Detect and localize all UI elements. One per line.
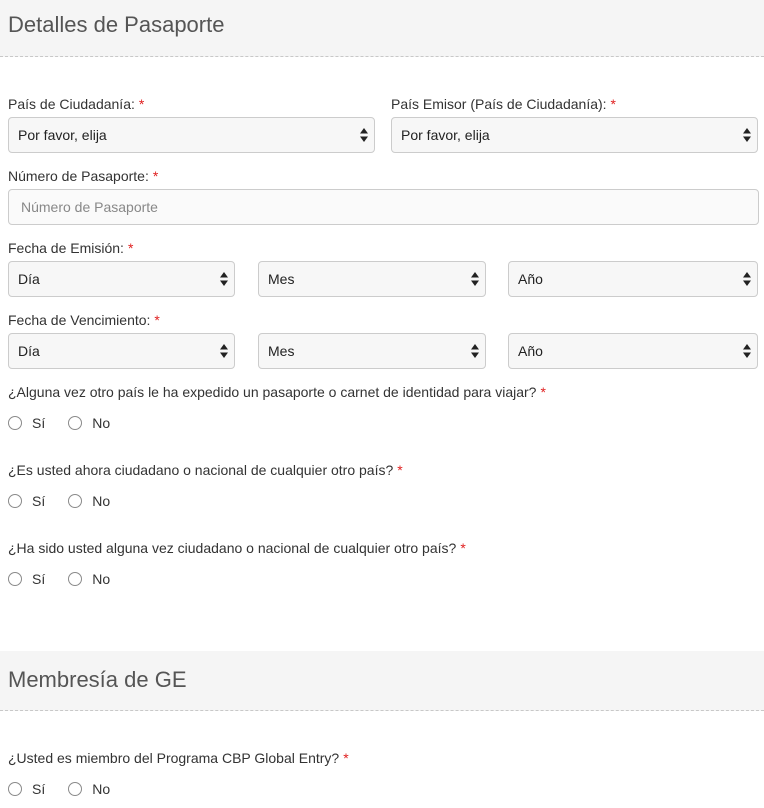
current-citizen-no-option[interactable]: No (68, 493, 110, 509)
former-citizen-question: ¿Ha sido usted alguna vez ciudadano o nacional de cualquier otro país? * (8, 540, 466, 556)
select-arrows-icon (743, 344, 751, 358)
passport-section-header (0, 0, 764, 57)
select-arrows-icon (220, 344, 228, 358)
citizenship-select[interactable]: Por favor, elija (8, 117, 375, 153)
issue-date-label: Fecha de Emisión: * (8, 240, 134, 256)
radio-button[interactable] (8, 494, 22, 508)
former-citizen-radio-group (8, 571, 110, 587)
other-passport-yes-option[interactable]: Sí (8, 415, 45, 431)
radio-button[interactable] (68, 416, 82, 430)
issue-day-select[interactable]: Día (8, 261, 235, 297)
passport-section-title: Detalles de Pasaporte (8, 12, 225, 37)
required-mark: * (343, 750, 349, 766)
select-arrows-icon (743, 128, 751, 142)
membership-section-title: Membresía de GE (8, 667, 187, 692)
radio-button[interactable] (8, 782, 22, 796)
radio-button[interactable] (8, 572, 22, 586)
citizenship-label: País de Ciudadanía: * (8, 96, 145, 112)
radio-button[interactable] (68, 494, 82, 508)
required-mark: * (138, 96, 145, 112)
other-passport-question: ¿Alguna vez otro país le ha expedido un pasaporte o carnet de identidad para viajar? * (8, 384, 546, 400)
required-mark: * (610, 96, 616, 112)
expiry-year-select[interactable]: Año (508, 333, 758, 369)
required-mark: * (127, 240, 134, 256)
former-citizen-yes-option[interactable]: Sí (8, 571, 45, 587)
radio-button[interactable] (68, 572, 82, 586)
global-entry-no-option[interactable]: No (68, 781, 110, 797)
current-citizen-yes-option[interactable]: Sí (8, 493, 45, 509)
expiry-date-label: Fecha de Vencimiento: * (8, 312, 160, 328)
other-passport-radio-group (8, 415, 110, 431)
issuing-country-select[interactable]: Por favor, elija (391, 117, 758, 153)
global-entry-question: ¿Usted es miembro del Programa CBP Global Entry? * (8, 750, 349, 766)
issue-year-select[interactable]: Año (508, 261, 758, 297)
membership-section-header (0, 651, 764, 711)
issue-month-select[interactable]: Mes (258, 261, 486, 297)
former-citizen-no-option[interactable]: No (68, 571, 110, 587)
issuing-country-label: País Emisor (País de Ciudadanía): * (391, 96, 616, 112)
required-mark: * (460, 540, 466, 556)
select-arrows-icon (743, 272, 751, 286)
global-entry-yes-option[interactable]: Sí (8, 781, 45, 797)
select-arrows-icon (471, 272, 479, 286)
expiry-day-select[interactable]: Día (8, 333, 235, 369)
current-citizen-question: ¿Es usted ahora ciudadano o nacional de cualquier otro país? * (8, 462, 403, 478)
select-arrows-icon (360, 128, 368, 142)
required-mark: * (540, 384, 546, 400)
other-passport-no-option[interactable]: No (68, 415, 110, 431)
required-mark: * (397, 462, 403, 478)
radio-button[interactable] (68, 782, 82, 796)
expiry-month-select[interactable]: Mes (258, 333, 486, 369)
required-mark: * (154, 312, 160, 328)
global-entry-radio-group (8, 781, 110, 797)
passport-number-input[interactable]: Número de Pasaporte (8, 189, 759, 225)
required-mark: * (152, 168, 159, 184)
current-citizen-radio-group (8, 493, 110, 509)
passport-number-label: Número de Pasaporte: * (8, 168, 159, 184)
select-arrows-icon (220, 272, 228, 286)
select-arrows-icon (471, 344, 479, 358)
radio-button[interactable] (8, 416, 22, 430)
